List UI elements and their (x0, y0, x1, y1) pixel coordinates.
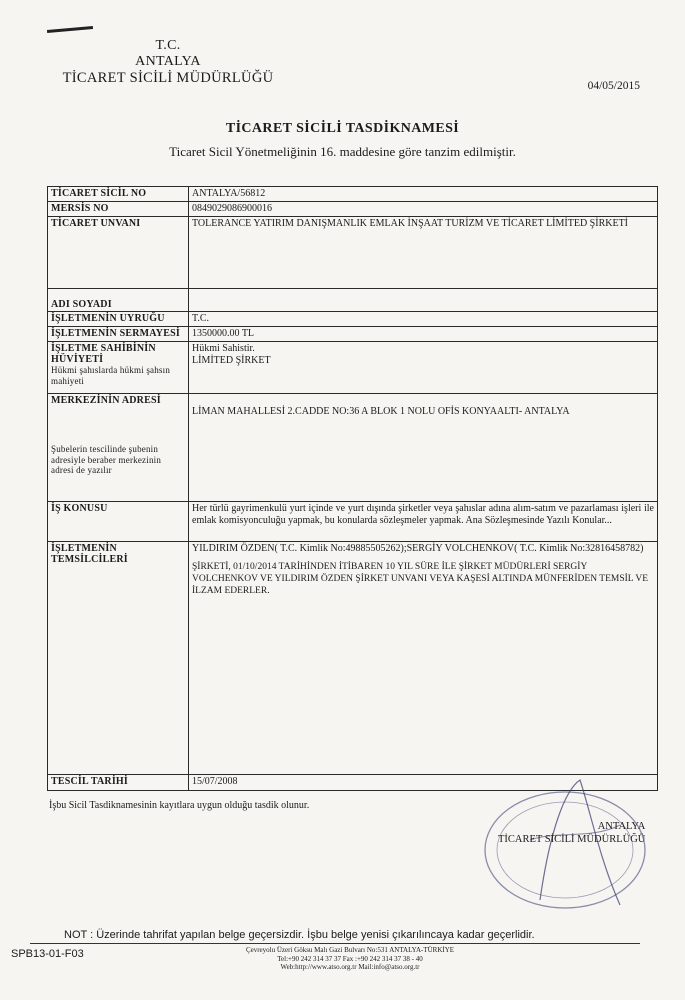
unvan-value: TOLERANCE YATIRIM DANIŞMANLIK EMLAK İNŞAAT TURİZM VE TİCARET LİMİTED ŞİRKETİ (189, 217, 658, 289)
table-row (48, 202, 658, 217)
huviyet-cell (48, 342, 189, 394)
huviyet-label: İŞLETME SAHİBİNİN HÜVİYETİ (51, 343, 156, 365)
table-row (48, 542, 658, 775)
merkez-cell (48, 394, 189, 502)
seal-text-block (498, 820, 645, 846)
document-title: TİCARET SİCİLİ TASDİKNAMESİ (225, 121, 460, 136)
sicil-no-value: ANTALYA/56812 (189, 187, 658, 202)
table-row (48, 187, 658, 202)
header-city: ANTALYA (135, 54, 201, 69)
unvan-label: TİCARET UNVANI (48, 217, 189, 289)
konu-value: Her türlü gayrimenkulü yurt içinde ve yurt dışında şirketler veya şahıslar adına alım-satım ve pazarlaması işleri ile emlak komisyonculuğu yapmak, bu konularda sözleşmeler yapmak. Ana Sözleşmesinde Yazılı Konular... (189, 502, 658, 542)
merkez-label: MERKEZİNİN ADRESİ (51, 395, 161, 406)
tescil-label: TESCİL TARİHİ (48, 775, 189, 791)
address-line-2: Tel:+90 242 314 37 37 Fax :+90 242 314 37 38 - 40 (277, 954, 423, 963)
certification-text: İşbu Sicil Tasdiknamesinin kayıtlara uygun olduğu tasdik olunur. (49, 800, 310, 811)
address-line-1: Çevreyolu Üzeri Göksu Malı Gazi Bulvarı No:531 ANTALYA-TÜRKİYE (245, 946, 455, 954)
huviyet-value-1: Hükmi Sahistir. (192, 343, 255, 354)
tescil-value: 15/07/2008 (189, 775, 658, 791)
footer-divider (30, 943, 640, 944)
adi-soyadi-label: ADI SOYADI (48, 289, 189, 312)
seal-line-1: ANTALYA (597, 821, 646, 832)
table-row (48, 342, 658, 394)
table-row (48, 312, 658, 327)
header-office: TİCARET SİCİLİ MÜDÜRLÜĞÜ (62, 70, 274, 86)
temsil-note: ŞİRKETİ, 01/10/2014 TARİHİNDEN İTİBAREN 10 YIL SÜRE İLE ŞİRKET MÜDÜRLERİ SERGİY VOLCHENKOV VE YILDIRIM ÖZDEN ŞİRKET UNVANI VEYA KAŞESİ ALTINDA MÜNFERİDEN TEMSİL VE İLZAM EDERLER. (192, 562, 649, 596)
mersis-value: 0849029086900016 (189, 202, 658, 217)
header-tc: T.C. (155, 38, 181, 53)
adi-soyadi-value (189, 289, 658, 312)
table-row (48, 394, 658, 502)
temsil-cell (189, 542, 658, 775)
mersis-label: MERSİS NO (48, 202, 189, 217)
temsil-label: İŞLETMENİN TEMSİLCİLERİ (48, 542, 189, 775)
validity-note: NOT : Üzerinde tahrifat yapılan belge geçersizdir. İşbu belge yenisi çıkarılıncaya kadar geçerlidir. (64, 929, 535, 941)
address-line-3: Web:http://www.atso.org.tr Mail:info@atso.org.tr (280, 963, 420, 971)
sermaye-value: 1350000.00 TL (189, 327, 658, 342)
uyruk-label: İŞLETMENİN UYRUĞU (48, 312, 189, 327)
sermaye-label: İŞLETMENİN SERMAYESİ (48, 327, 189, 342)
merkez-value: LİMAN MAHALLESİ 2.CADDE NO:36 A BLOK 1 NOLU OFİS KONYAALTI- ANTALYA (189, 394, 658, 502)
footer-address (200, 946, 500, 972)
temsil-value: YILDIRIM ÖZDEN( T.C. Kimlik No:49885505262);SERGİY VOLCHENKOV( T.C. Kimlik No:32816458782) (192, 543, 644, 554)
table-row (48, 327, 658, 342)
seal-line-2: TİCARET SİCİLİ MÜDÜRLÜĞÜ (498, 834, 646, 845)
table-row (48, 502, 658, 542)
document-subtitle: Ticaret Sicil Yönetmeliğinin 16. maddesine göre tanzim edilmiştir. (169, 144, 516, 159)
konu-label: İŞ KONUSU (48, 502, 189, 542)
huviyet-note: Hükmi şahıslarda hükmi şahsın mahiyeti (51, 365, 171, 386)
pen-mark (47, 26, 93, 33)
sicil-no-label: TİCARET SİCİL NO (48, 187, 189, 202)
document-date: 04/05/2015 (587, 80, 640, 92)
merkez-note: Şubelerin tescilinde şubenin adresiyle beraber merkezinin adresi de yazılır (51, 444, 162, 475)
form-code: SPB13-01-F03 (11, 948, 84, 960)
table-row (48, 217, 658, 289)
huviyet-value-2: LİMİTED ŞİRKET (192, 355, 271, 366)
table-row (48, 289, 658, 312)
uyruk-value: T.C. (189, 312, 658, 327)
registry-table (47, 186, 658, 791)
huviyet-value-cell (189, 342, 658, 394)
